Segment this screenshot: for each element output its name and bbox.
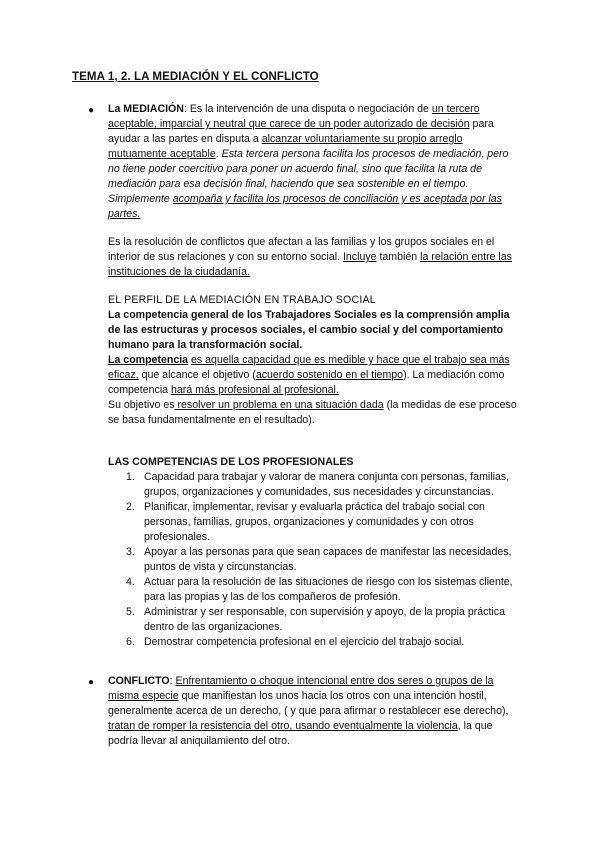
underlined-span: resolver un problema en una situación dada — [174, 399, 384, 411]
italic-span: Esta tercera persona facilita los procesos de mediación, pero no tiene poder coercitivo para poner un acuerdo final, sino que facilita la ruta de mediación para esa decisión final, haciendo que sea sostenible en el tiempo. Simplemente — [108, 148, 509, 205]
list-item-text: Actuar para la resolución de las situaciones de riesgo con los sistemas cliente, para las propias y las de los compañeros de profesión. — [144, 576, 513, 603]
list-number: 3. — [126, 546, 135, 558]
list-item — [108, 500, 528, 545]
underlined-span: acuerdo sostenido en el tiempo — [255, 369, 404, 381]
underlined-span: es aquella capacidad que es medible y hace que el trabajo sea más eficaz, — [108, 354, 510, 381]
text-span: que manifiestan los unos hacia los otros con una intención hostil, generalmente acerca de un derecho, ( y que para afirmar o restablecer ese derecho), — [108, 690, 509, 717]
list-item — [108, 605, 528, 635]
list-number: 4. — [126, 576, 135, 588]
text-span: Es la resolución de conflictos que afectan a las familias y los grupos sociales en el interior de sus relaciones y con su entorno social. — [108, 236, 495, 263]
underlined-span: Enfrentamiento o choque intencional entre dos seres o grupos de la misma especie — [108, 675, 494, 702]
conflicto-paragraph — [108, 674, 520, 749]
list-item-text: Administrar y ser responsable, con supervisión y apoyo, de la propia práctica dentro de las organizaciones. — [144, 606, 505, 633]
competencias-list — [108, 470, 528, 650]
list-item — [108, 635, 528, 650]
list-item-text: Demostrar competencia profesional en el ejercicio del trabajo social. — [144, 636, 465, 648]
perfil-heading: EL PERFIL DE LA MEDIACIÓN EN TRABAJO SOCIAL — [108, 294, 376, 306]
bullet-icon: ● — [88, 105, 95, 116]
mediacion-term: La MEDIACIÓN — [108, 103, 184, 115]
list-item-text: Apoyar a las personas para que sean capaces de manifestar las necesidades, puntos de vista y circunstancias. — [144, 546, 512, 573]
competencia-term: La competencia — [108, 354, 189, 366]
conflicto-term: CONFLICTO — [108, 675, 170, 687]
text-span: ). La mediación como competencia — [108, 369, 505, 396]
list-number: 5. — [126, 606, 135, 618]
text-span: Su objetivo es — [108, 399, 175, 411]
underlined-span: alcanzar voluntariamente su propio arreglo mutuamente aceptable — [108, 133, 463, 160]
text-span: Es la intervención de una disputa o negociación de — [189, 103, 432, 115]
list-item — [108, 575, 528, 605]
resolucion-paragraph — [108, 235, 520, 280]
list-number: 1. — [126, 471, 135, 483]
competencias-heading — [108, 455, 520, 470]
text-span: también — [376, 251, 421, 263]
list-number: 2. — [126, 501, 135, 513]
page-title: TEMA 1, 2. LA MEDIACIÓN Y EL CONFLICTO — [72, 71, 319, 83]
list-item-text: Planificar, implementar, revisar y evaluarla práctica del trabajo social con personas, familias, grupos, organizaciones y comunidades y con otros profesionales. — [144, 501, 485, 543]
text-span: (la medidas de ese proceso se basa fundamentalmente en el resultado). — [108, 399, 517, 426]
list-number: 6. — [126, 636, 135, 648]
list-item — [108, 470, 528, 500]
text-span: . — [215, 148, 222, 160]
underlined-span: la relación entre las instituciones de la ciudadanía. — [108, 251, 512, 278]
text-span: que alcance el objetivo ( — [138, 369, 256, 381]
perfil-section — [108, 293, 520, 428]
underlined-span: Incluye — [342, 251, 377, 263]
list-item — [108, 545, 528, 575]
underlined-span: tratan de romper la resistencia del otro, usando eventualmente la violencia — [108, 720, 458, 732]
text-span: , la que podría llevar al aniquilamiento del otro. — [108, 720, 493, 747]
mediacion-paragraph — [108, 102, 520, 222]
underlined-span: hará más profesional al profesional. — [171, 384, 339, 396]
text-span: para ayudar a las partes en disputa a — [108, 118, 494, 145]
competencias-heading-text: LAS COMPETENCIAS DE LOS PROFESIONALES — [108, 456, 354, 468]
italic-underlined-span: acompaña y facilita los procesos de conciliación y es aceptada por las partes. — [108, 193, 502, 220]
list-item-text: Capacidad para trabajar y valorar de manera conjunta con personas, familias, grupos, organizaciones y comunidades, sus necesidades y circunstancias. — [144, 471, 510, 498]
underlined-span: un tercero aceptable, imparcial y neutral que carece de un poder autorizado de decisión — [108, 103, 480, 130]
text-span: : — [169, 675, 176, 687]
bullet-icon: ● — [88, 677, 95, 688]
perfil-bold-statement: La competencia general de los Trabajadores Sociales es la comprensión amplia de las estructuras y procesos sociales, el cambio social y del comportamiento humano para la transformación social. — [108, 309, 510, 351]
text-span: : — [183, 103, 190, 115]
